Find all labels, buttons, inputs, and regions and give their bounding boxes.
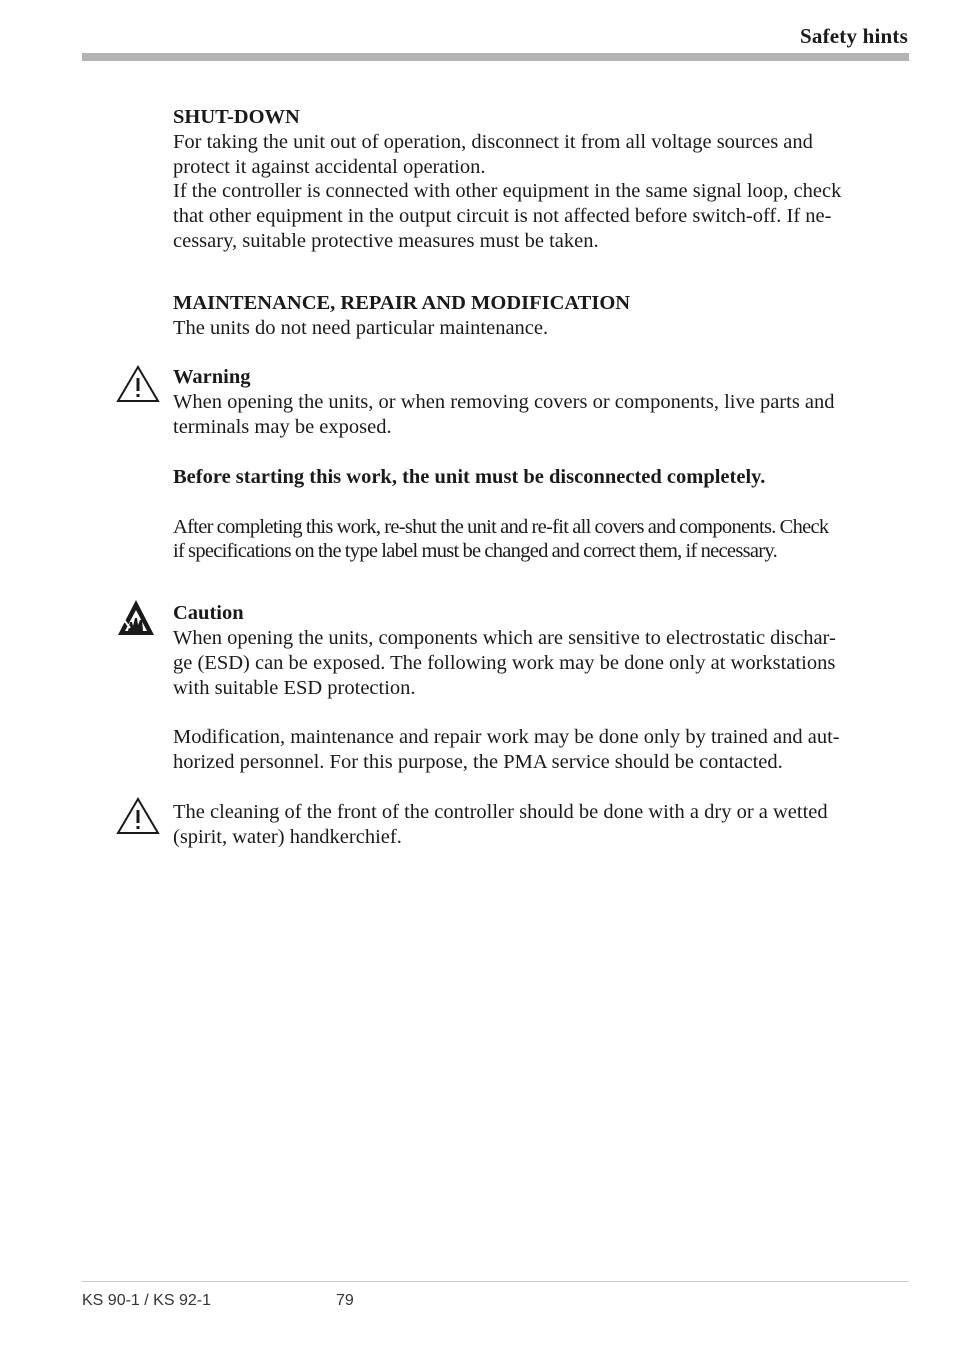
warning-bold-line: Before starting this work, the unit must be disconnected completely. (173, 465, 766, 488)
shutdown-line: For taking the unit out of operation, disconnect it from all voltage sources and (173, 130, 813, 153)
esd-hand-triangle-icon (116, 598, 156, 638)
page-header-title: Safety hints (800, 24, 908, 48)
shutdown-line: If the controller is connected with other equipment in the same signal loop, check (173, 180, 842, 203)
warning-triangle-icon (116, 365, 160, 403)
caution-heading: Caution (173, 602, 244, 625)
shutdown-heading: SHUT-DOWN (173, 106, 300, 128)
caution-line: horized personnel. For this purpose, the PMA service should be contacted. (173, 751, 783, 774)
header-bar (82, 53, 909, 61)
shutdown-line: that other equipment in the output circuit is not affected before switch-off. If ne- (173, 205, 832, 228)
caution-line: ge (ESD) can be exposed. The following work may be done only at workstations (173, 651, 836, 674)
cleaning-line: The cleaning of the front of the controller should be done with a dry or a wetted (173, 800, 828, 823)
caution-line: with suitable ESD protection. (173, 676, 416, 699)
maintenance-line: The units do not need particular maintenance. (173, 316, 549, 339)
warning-heading: Warning (173, 366, 251, 389)
warning-after-line: After completing this work, re-shut the unit and re-fit all covers and components. Check (173, 515, 829, 538)
footer-model: KS 90-1 / KS 92-1 (82, 1292, 211, 1309)
maintenance-heading: MAINTENANCE, REPAIR AND MODIFICATION (173, 291, 631, 314)
warning-after-line: if specifications on the type label must be changed and correct them, if necessary. (173, 540, 778, 563)
footer-rule (82, 1281, 909, 1282)
caution-line: Modification, maintenance and repair work may be done only by trained and aut- (173, 726, 840, 749)
warning-line: terminals may be exposed. (173, 415, 392, 438)
caution-line: When opening the units, components which are sensitive to electrostatic dischar- (173, 626, 836, 649)
shutdown-line: protect it against accidental operation. (173, 155, 486, 178)
cleaning-line: (spirit, water) handkerchief. (173, 825, 402, 848)
footer-page-number: 79 (336, 1292, 354, 1309)
warning-triangle-icon (116, 797, 160, 835)
page-content (173, 105, 913, 850)
shutdown-line: cessary, suitable protective measures must be taken. (173, 229, 599, 252)
warning-line: When opening the units, or when removing covers or components, live parts and (173, 391, 835, 414)
